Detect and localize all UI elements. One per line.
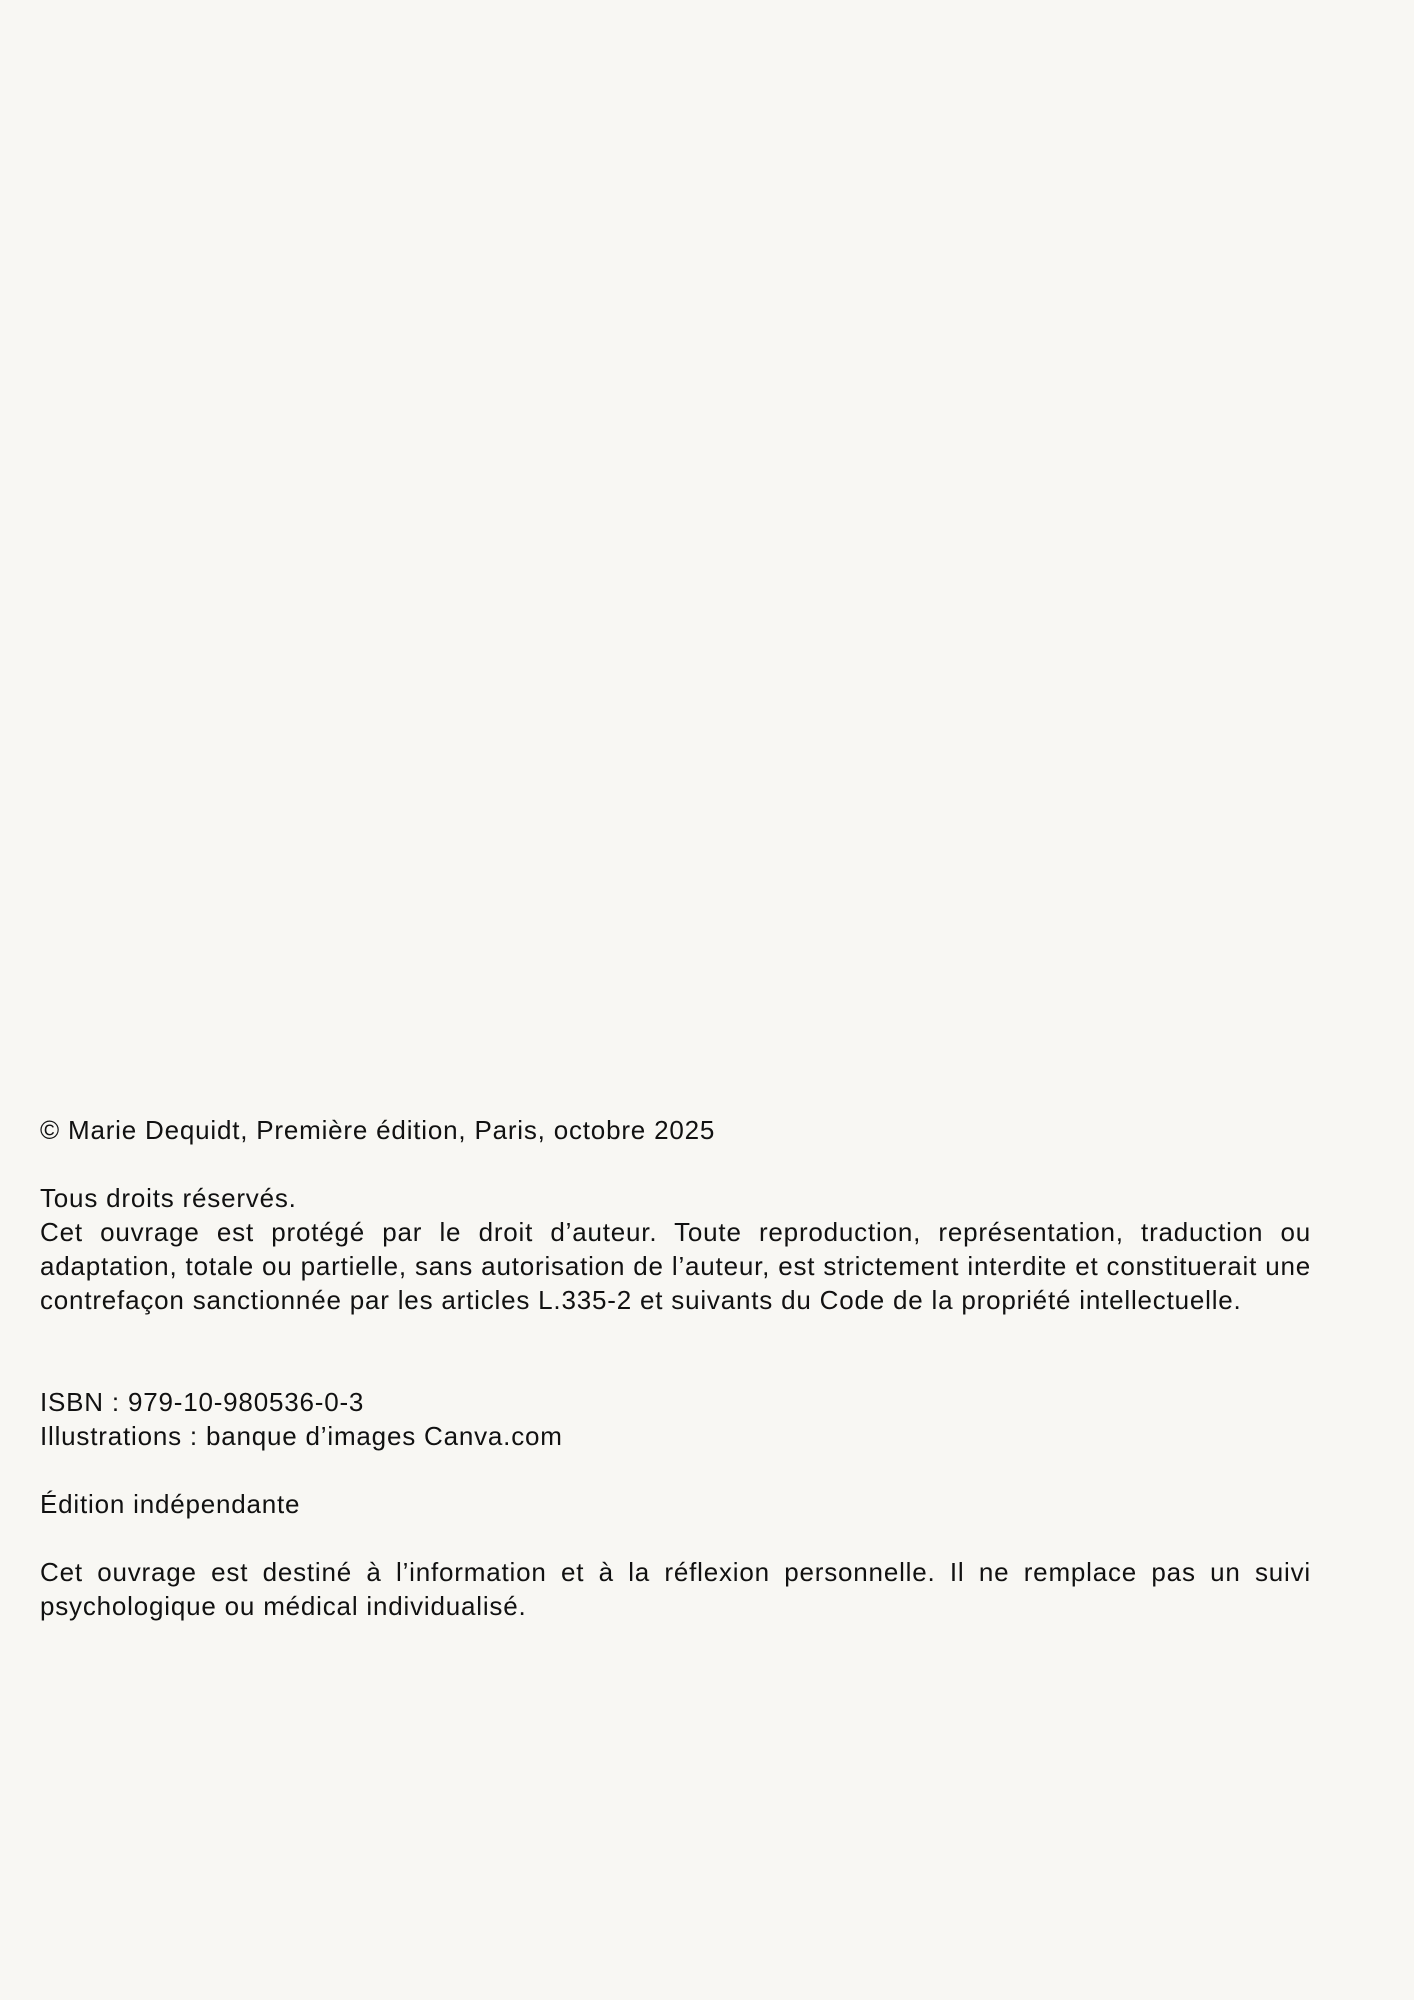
- rights-notice: Cet ouvrage est protégé par le droit d’auteur. Toute reproduction, représentation, traduction ou adaptation, totale ou partielle, sans autorisation de l’auteur, est strictement interdite et constituerait une contrefaçon sanctionnée par les articles L.335-2 et suivants du Code de la propriété intellectuelle.: [40, 1217, 1311, 1315]
- spacer: [40, 1453, 1311, 1487]
- disclaimer: Cet ouvrage est destiné à l’information et à la réflexion personnelle. Il ne remplace pas un suivi psychologique ou médical individualisé.: [40, 1557, 1311, 1621]
- rights-heading: Tous droits réservés.: [40, 1183, 297, 1213]
- colophon: [40, 1113, 1311, 1623]
- spacer: [40, 1521, 1311, 1555]
- isbn-line: ISBN : 979-10-980536-0-3: [40, 1387, 365, 1417]
- spacer: [40, 1147, 1311, 1181]
- illustrations-credit: Illustrations : banque d’images Canva.com: [40, 1421, 563, 1451]
- edition-type: Édition indépendante: [40, 1489, 301, 1519]
- copyright-line: © Marie Dequidt, Première édition, Paris, octobre 2025: [40, 1115, 716, 1145]
- spacer: [40, 1317, 1311, 1385]
